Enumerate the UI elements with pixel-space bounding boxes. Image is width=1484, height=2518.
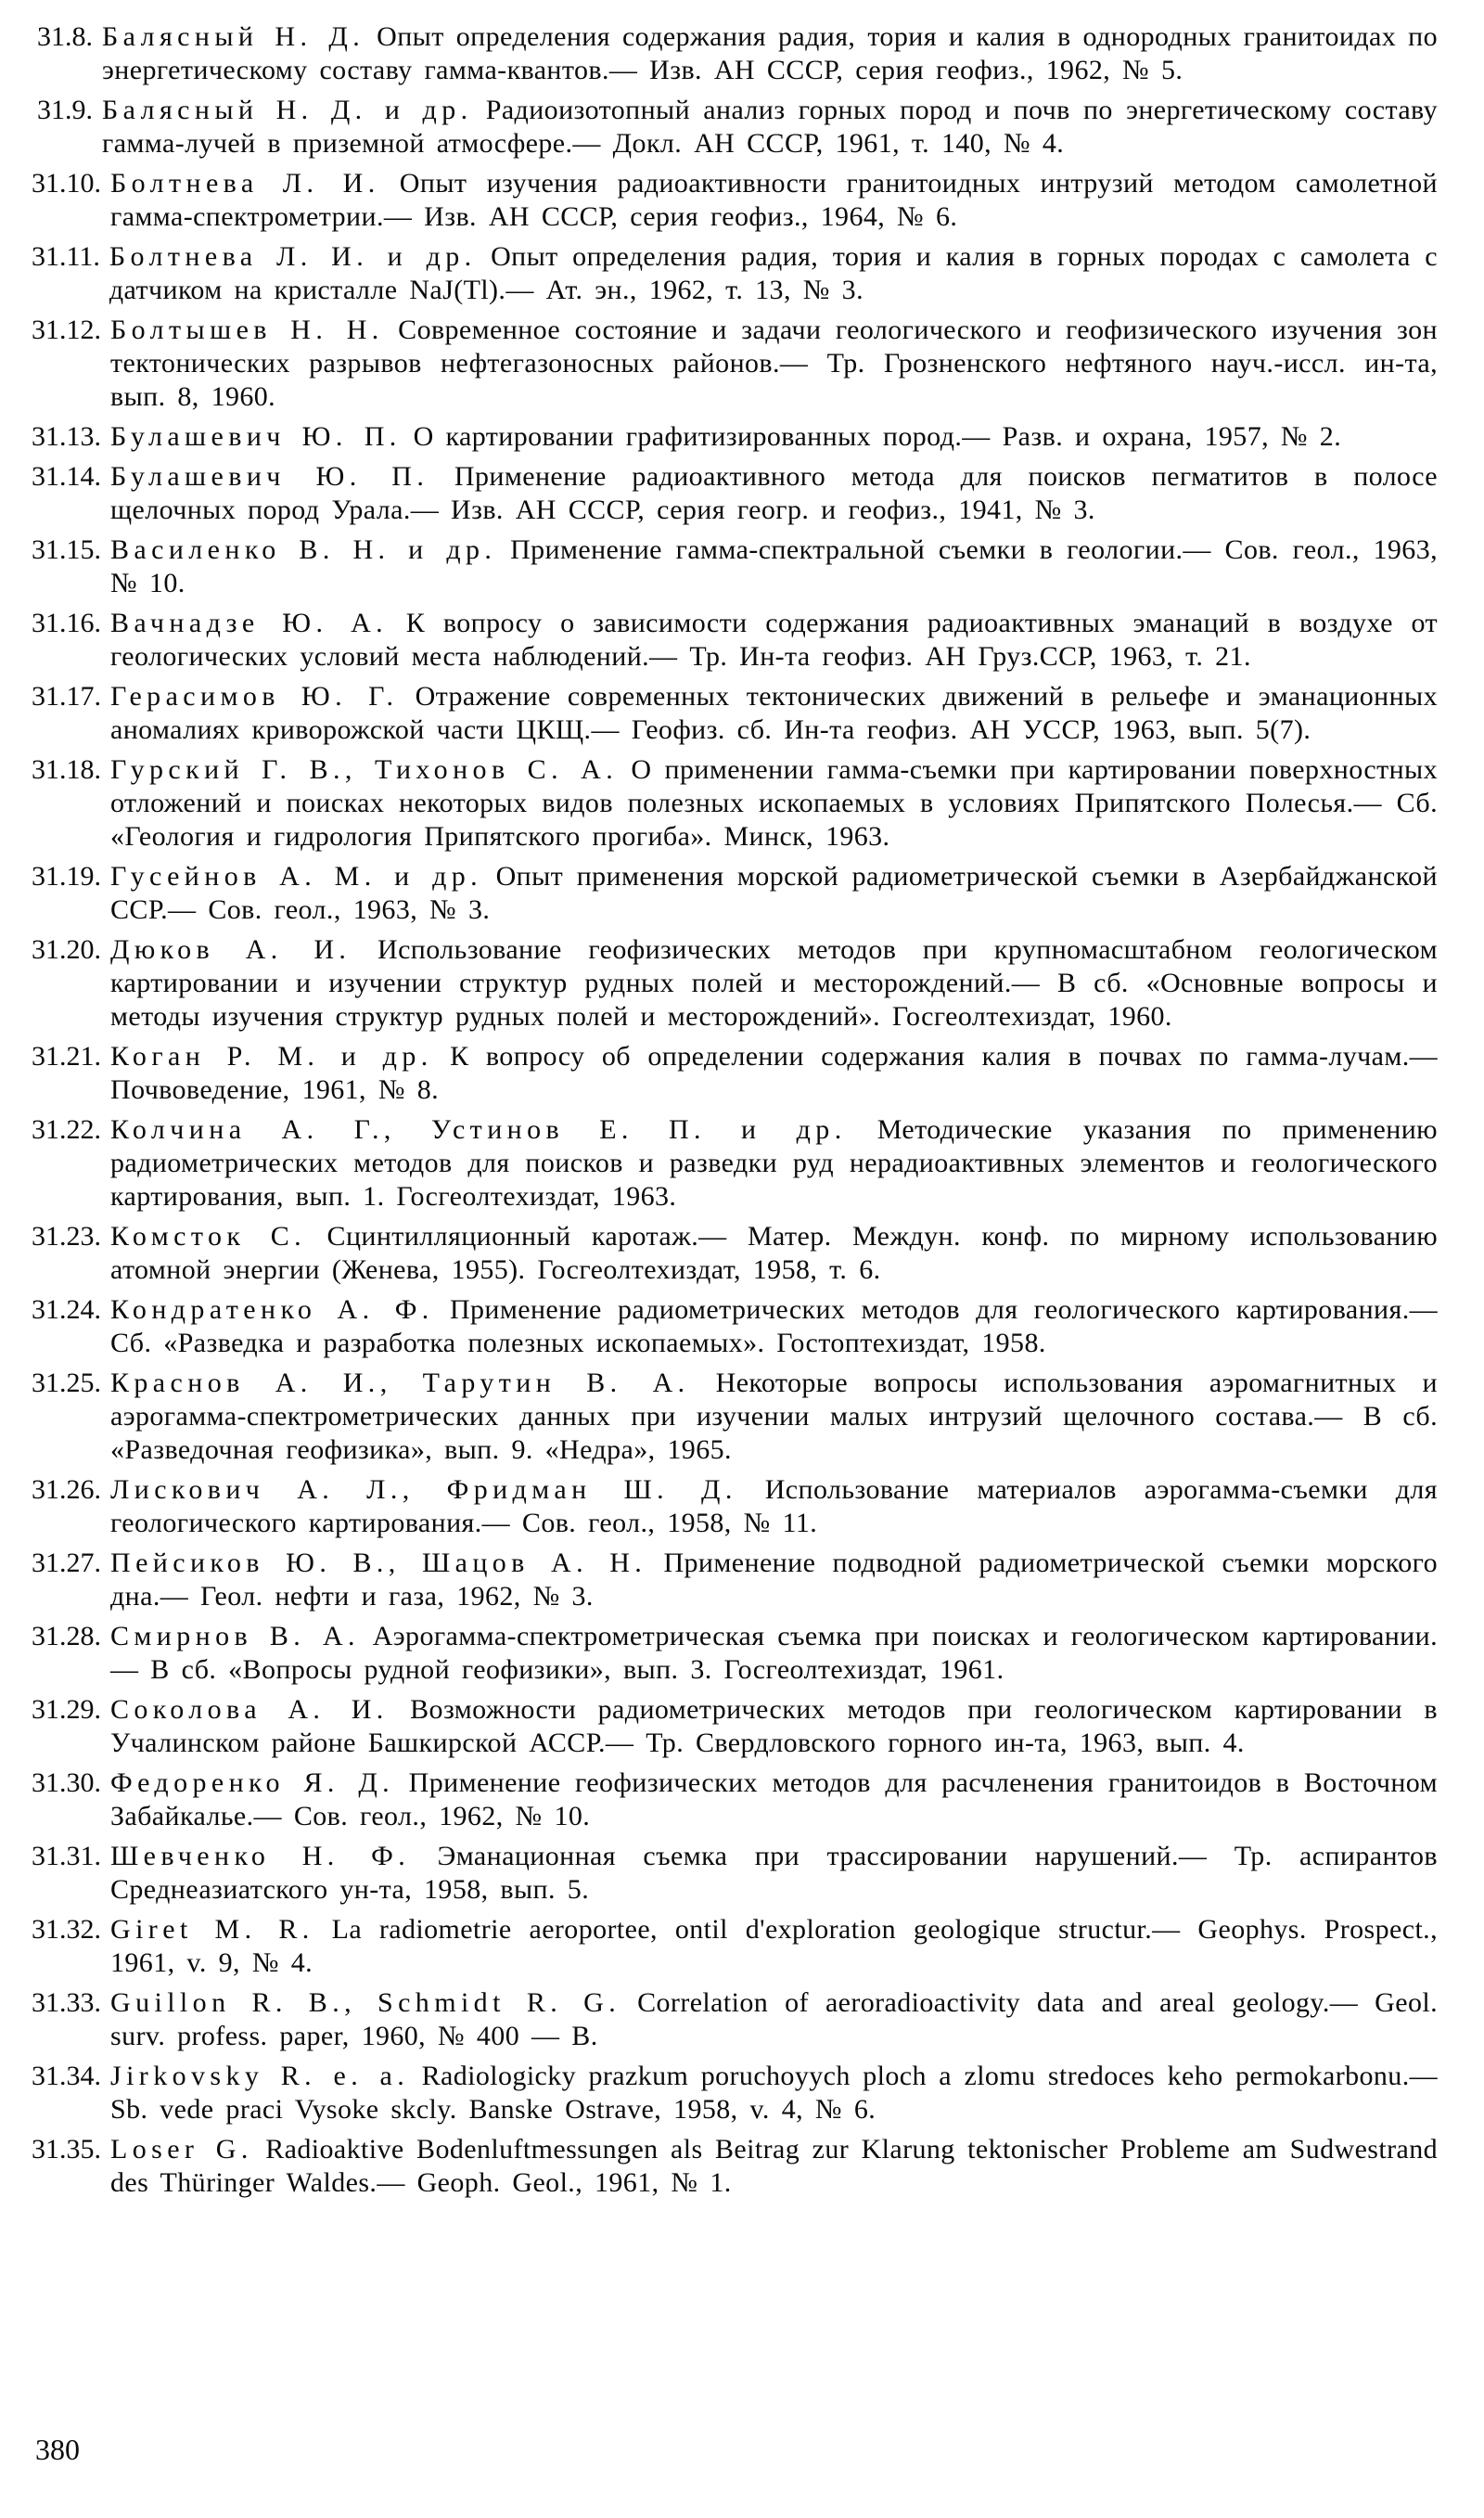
entry-body — [110, 1766, 1438, 1833]
entry-author: Василенко В. Н. и др. — [110, 534, 497, 565]
entry-body — [110, 2060, 1438, 2126]
reference-entry — [32, 860, 1438, 927]
entry-body — [110, 1620, 1438, 1687]
entry-number: 31.19. — [32, 861, 101, 892]
entry-number: 31.17. — [32, 681, 101, 712]
entry-text: К вопросу о зависимости содержания радиоактивных эманаций в воздухе от геологических условий места наблюдений.— Тр. Ин-та геофиз. АН Груз.ССР, 1963, т. 21. — [110, 608, 1438, 672]
entry-number: 31.18. — [32, 754, 101, 785]
entry-body — [102, 94, 1438, 161]
reference-entry — [32, 1693, 1438, 1760]
entry-number: 31.23. — [32, 1221, 101, 1252]
entry-author: Балясный Н. Д. — [102, 21, 365, 52]
entry-number: 31.15. — [32, 534, 101, 565]
entry-author: Балясный Н. Д. и др. — [102, 95, 473, 125]
entry-body — [110, 1547, 1438, 1613]
entry-author: Колчина А. Г., Устинов Е. П. и др. — [110, 1114, 847, 1145]
entry-number: 31.14. — [32, 461, 101, 492]
reference-entry — [32, 1986, 1438, 2053]
entry-number: 31.33. — [32, 1987, 101, 2018]
entry-text: Применение геофизических методов для расчленения гранитоидов в Восточном Забайкалье.— Сов. геол., 1962, № 10. — [110, 1767, 1439, 1831]
entry-body — [110, 680, 1438, 747]
entry-number: 31.27. — [32, 1548, 101, 1578]
entry-text: О применении гамма-съемки при картировании поверхностных отложений и поисках некоторых видов полезных ископаемых в условиях Припятского Полесья.— Сб. «Геология и гидрология Припятского прогиба». Минск, 1963. — [110, 754, 1439, 852]
reference-entry — [32, 167, 1438, 234]
reference-entry — [32, 1113, 1438, 1214]
entry-text: К вопросу об определении содержания калия в почвах по гамма-лучам.— Почвоведение, 1961, № 8. — [110, 1041, 1438, 1105]
entry-author: Шевченко Н. Ф. — [110, 1841, 411, 1871]
reference-entry — [32, 2060, 1438, 2126]
entry-number: 31.24. — [32, 1294, 101, 1325]
entry-text: Возможности радиометрических методов при геологическом картировании в Учалинском районе Башкирской АССР.— Тр. Свердловского горного ин-та, 1963, вып. 4. — [110, 1694, 1438, 1758]
reference-entry — [32, 94, 1438, 161]
entry-number: 31.29. — [32, 1694, 101, 1725]
reference-entry — [32, 1766, 1438, 1833]
entry-body — [110, 533, 1438, 600]
entry-author: Соколова А. И. — [110, 1694, 389, 1725]
entry-number: 31.11. — [32, 241, 100, 272]
entry-body — [110, 2133, 1438, 2200]
entry-body — [110, 860, 1438, 927]
entry-text: Radiologicky prazkum poruchoyych ploch a zlomu stredoces keho permokarbonu.— Sb. vede praci Vysoke skcly. Banske Ostrave, 1958, v. 4, № 6. — [110, 2061, 1438, 2125]
reference-entry — [32, 240, 1438, 307]
entry-body — [110, 460, 1438, 527]
reference-entry — [32, 933, 1438, 1034]
entry-author: Лискович А. Л., Фридман Ш. Д. — [110, 1474, 737, 1505]
entry-body — [102, 20, 1438, 87]
entry-text: Опыт изучения радиоактивности гранитоидных интрузий методом самолетной гамма-спектрометрии.— Изв. АН СССР, серия геофиз., 1964, № 6. — [110, 168, 1438, 232]
entry-text: La radiometrie aeroportee, ontil d'exploration geologique structur.— Geophys. Prospect., 1961, v. 9, № 4. — [110, 1914, 1438, 1978]
entry-author: Гурский Г. В., Тихонов С. А. — [110, 754, 619, 785]
entry-author: Булашевич Ю. П. — [110, 421, 402, 452]
reference-entry — [32, 1040, 1438, 1107]
entry-text: Современное состояние и задачи геологического и геофизического изучения зон тектонических разрывов нефтегазоносных районов.— Тр. Грозненского нефтяного науч.-иссл. ин-та, вып. 8, 1960. — [110, 315, 1438, 412]
entry-body — [110, 607, 1438, 674]
entry-number: 31.13. — [32, 421, 101, 452]
entry-author: Болтнева Л. И. — [110, 168, 380, 199]
entry-number: 31.35. — [32, 2134, 101, 2165]
entry-author: Булашевич Ю. П. — [110, 461, 429, 492]
entry-body — [110, 1367, 1438, 1467]
reference-entry — [32, 1547, 1438, 1613]
entry-number: 31.25. — [32, 1368, 101, 1398]
reference-entry — [32, 460, 1438, 527]
entry-text: Correlation of aeroradioactivity data and areal geology.— Geol. surv. profess. paper, 1960, № 400 — B. — [110, 1987, 1438, 2051]
entry-text: Аэрогамма-спектрометрическая съемка при поисках и геологическом картировании.— В сб. «Вопросы рудной геофизики», вып. 3. Госгеолтехиздат, 1961. — [110, 1621, 1438, 1685]
entry-author: Комсток С. — [110, 1221, 307, 1252]
entry-author: Болтнева Л. И. и др. — [109, 241, 477, 272]
entry-body — [110, 1220, 1438, 1287]
entry-author: Федоренко Я. Д. — [110, 1767, 395, 1798]
reference-entry — [32, 607, 1438, 674]
entry-body — [110, 314, 1438, 414]
reference-entry — [32, 1293, 1438, 1360]
entry-text: Опыт применения морской радиометрической съемки в Азербайджанской ССР.— Сов. геол., 1963, № 3. — [110, 861, 1438, 925]
entry-author: Кондратенко А. Ф. — [110, 1294, 434, 1325]
entry-body — [110, 1986, 1438, 2053]
entry-author: Гусейнов А. М. и др. — [110, 861, 483, 892]
entry-body — [110, 420, 1438, 454]
entry-text: Некоторые вопросы использования аэромагнитных и аэрогамма-спектрометрических данных при изучении малых интрузий щелочного состава.— В сб. «Разведочная геофизика», вып. 9. «Недра», 1965. — [110, 1368, 1438, 1465]
reference-entry — [32, 1367, 1438, 1467]
entry-body — [109, 240, 1438, 307]
entry-body — [110, 1693, 1438, 1760]
entry-text: Опыт определения радия, тория и калия в горных породах с самолета с датчиком на кристалле NaJ(Tl).— Ат. эн., 1962, т. 13, № 3. — [109, 241, 1438, 305]
entry-text: Использование материалов аэрогамма-съемки для геологического картирования.— Сов. геол., 1958, № 11. — [110, 1474, 1438, 1538]
reference-entry — [32, 1840, 1438, 1907]
entry-text: Радиоизотопный анализ горных пород и почв по энергетическому составу гамма-лучей в приземной атмосфере.— Докл. АН СССР, 1961, т. 140, № 4. — [102, 95, 1438, 159]
entry-body — [110, 1040, 1438, 1107]
entry-author: Вачнадзе Ю. А. — [110, 608, 389, 638]
entry-text: Radioaktive Bodenluftmessungen als Beitrag zur Klarung tektonischer Probleme am Sudwestrand des Thüringer Waldes.— Geoph. Geol., 1961, № 1. — [110, 2134, 1438, 2198]
entry-author: Дюков А. И. — [110, 934, 352, 965]
entry-text: Применение подводной радиометрической съемки морского дна.— Геол. нефти и газа, 1962, № 3. — [110, 1548, 1438, 1612]
entry-author: Коган Р. М. и др. — [110, 1041, 433, 1072]
entry-author: Loser G. — [110, 2134, 253, 2165]
entry-number: 31.28. — [32, 1621, 101, 1651]
entry-text: Опыт определения содержания радия, тория и калия в однородных гранитоидах по энергетическому составу гамма-квантов.— Изв. АН СССР, серия геофиз., 1962, № 5. — [102, 21, 1438, 85]
entry-text: О картировании графитизированных пород.— Разв. и охрана, 1957, № 2. — [401, 421, 1342, 452]
reference-entry — [32, 1913, 1438, 1980]
entry-number: 31.30. — [32, 1767, 101, 1798]
entry-author: Краснов А. И., Тарутин В. А. — [110, 1368, 690, 1398]
reference-list — [32, 20, 1438, 2200]
entry-number: 31.12. — [32, 315, 101, 345]
entry-author: Смирнов В. А. — [110, 1621, 360, 1651]
entry-number: 31.34. — [32, 2061, 101, 2091]
entry-number: 31.31. — [32, 1841, 101, 1871]
reference-entry — [32, 680, 1438, 747]
entry-text: Сцинтилляционный каротаж.— Матер. Междун. конф. по мирному использованию атомной энергии (Женева, 1955). Госгеолтехиздат, 1958, т. 6. — [110, 1221, 1439, 1285]
entry-number: 31.32. — [32, 1914, 101, 1945]
entry-number: 31.10. — [32, 168, 101, 199]
reference-entry — [32, 20, 1438, 87]
entry-body — [110, 1913, 1438, 1980]
entry-body — [110, 1473, 1438, 1540]
entry-author: Болтышев Н. Н. — [110, 315, 384, 345]
entry-body — [110, 1840, 1438, 1907]
reference-entry — [32, 1620, 1438, 1687]
reference-entry — [32, 1473, 1438, 1540]
entry-number: 31.21. — [32, 1041, 101, 1072]
entry-text: Применение гамма-спектральной съемки в геологии.— Сов. геол., 1963, № 10. — [110, 534, 1439, 598]
reference-entry — [32, 753, 1438, 854]
entry-number: 31.20. — [32, 934, 101, 965]
reference-entry — [32, 2133, 1438, 2200]
entry-body — [110, 753, 1438, 854]
entry-author: Пейсиков Ю. В., Шацов А. Н. — [110, 1548, 647, 1578]
page-number: 380 — [35, 2433, 80, 2466]
entry-author: Guillon R. B., Schmidt R. G. — [110, 1987, 621, 2018]
entry-text: Методические указания по применению радиометрических методов для поисков и разведки руд нерадиоактивных элементов и геологического картирования, вып. 1. Госгеолтехиздат, 1963. — [110, 1114, 1438, 1212]
reference-entry — [32, 1220, 1438, 1287]
entry-text: Применение радиоактивного метода для поисков пегматитов в полосе щелочных пород Урала.— Изв. АН СССР, серия геогр. и геофиз., 1941, № 3. — [110, 461, 1438, 525]
reference-entry — [32, 314, 1438, 414]
entry-text: Использование геофизических методов при крупномасштабном геологическом картировании и изучении структур рудных полей и месторождений.— В сб. «Основные вопросы и методы изучения структур рудных полей и месторождений». Госгеолтехиздат, 1960. — [110, 934, 1438, 1032]
entry-number: 31.9. — [37, 95, 93, 125]
entry-body — [110, 167, 1438, 234]
entry-author: Jirkovsky R. e. a. — [110, 2061, 410, 2091]
entry-number: 31.26. — [32, 1474, 101, 1505]
entry-number: 31.8. — [37, 21, 93, 52]
entry-number: 31.22. — [32, 1114, 101, 1145]
entry-text: Эманационная съемка при трассировании нарушений.— Тр. аспирантов Среднеазиатского ун-та, 1958, вып. 5. — [110, 1841, 1439, 1905]
entry-body — [110, 1293, 1438, 1360]
reference-entry — [32, 533, 1438, 600]
entry-number: 31.16. — [32, 608, 101, 638]
reference-entry — [32, 420, 1438, 454]
entry-author: Giret M. R. — [110, 1914, 314, 1945]
entry-author: Герасимов Ю. Г. — [110, 681, 399, 712]
entry-text: Применение радиометрических методов для геологического картирования.— Сб. «Разведка и разработка полезных ископаемых». Гостоптехиздат, 1958. — [110, 1294, 1438, 1358]
entry-body — [110, 933, 1438, 1034]
entry-body — [110, 1113, 1438, 1214]
entry-text: Отражение современных тектонических движений в рельефе и эманационных аномалиях криворожской части ЦКЩ.— Геофиз. сб. Ин-та геофиз. АН УССР, 1963, вып. 5(7). — [110, 681, 1438, 745]
